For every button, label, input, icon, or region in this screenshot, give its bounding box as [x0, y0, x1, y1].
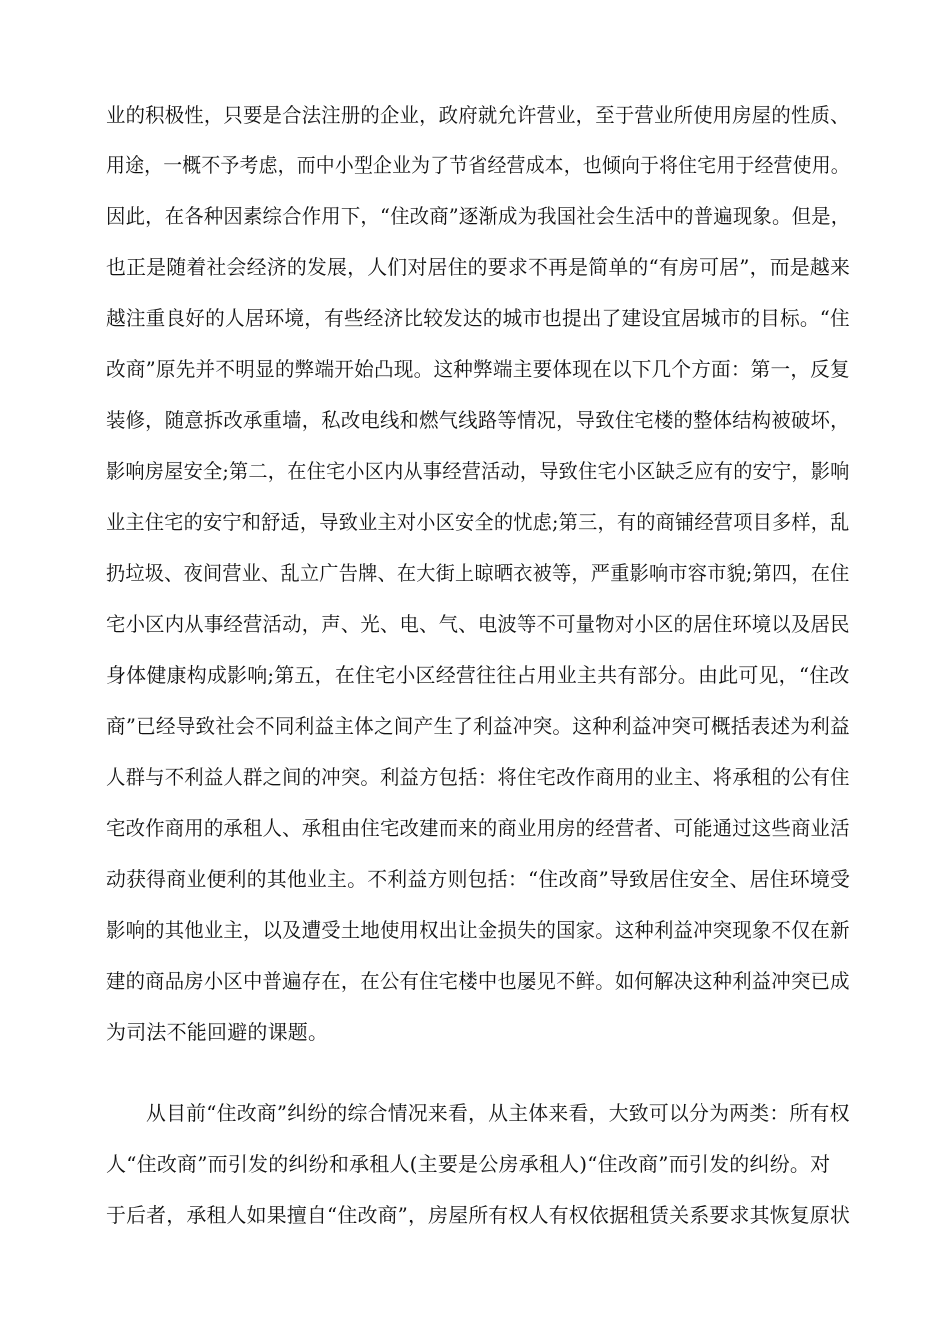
text-line: 影响的其他业主，以及遭受土地使用权出让金损失的国家。这种利益冲突现象不仅在新 — [106, 918, 850, 942]
text-line: 身体健康构成影响;第五，在住宅小区经营往往占用业主共有部分。由此可见，“住改 — [106, 663, 850, 687]
text-line: 宅小区内从事经营活动，声、光、电、气、电波等不可量物对小区的居住环境以及居民 — [106, 612, 850, 636]
text-line: 商”已经导致社会不同利益主体之间产生了利益冲突。这种利益冲突可概括表述为利益 — [106, 714, 850, 738]
text-line: 动获得商业便利的其他业主。不利益方则包括：“住改商”导致居住安全、居住环境受 — [106, 867, 851, 891]
text-line: 也正是随着社会经济的发展，人们对居住的要求不再是简单的“有房可居”，而是越来 — [106, 255, 851, 279]
text-line: 从目前“住改商”纠纷的综合情况来看，从主体来看，大致可以分为两类：所有权 — [146, 1101, 850, 1125]
text-line: 业的积极性，只要是合法注册的企业，政府就允许营业，至于营业所使用房屋的性质、 — [106, 103, 850, 127]
text-line: 装修，随意拆改承重墙，私改电线和燃气线路等情况，导致住宅楼的整体结构被破坏， — [106, 408, 850, 432]
text-line: 因此，在各种因素综合作用下，“住改商”逐渐成为我国社会生活中的普遍现象。但是， — [106, 204, 851, 228]
text-line: 业主住宅的安宁和舒适，导致业主对小区安全的忧虑;第三，有的商铺经营项目多样，乱 — [106, 510, 850, 534]
text-line: 越注重良好的人居环境，有些经济比较发达的城市也提出了建设宜居城市的目标。“住 — [106, 306, 850, 330]
text-line: 扔垃圾、夜间营业、乱立广告牌、在大街上晾晒衣被等，严重影响市容市貌;第四，在住 — [106, 561, 850, 585]
text-line: 宅改作商用的承租人、承租由住宅改建而来的商业用房的经营者、可能通过这些商业活 — [106, 816, 850, 840]
text-line: 改商”原先并不明显的弊端开始凸现。这种弊端主要体现在以下几个方面：第一，反复 — [106, 357, 850, 381]
text-line: 人群与不利益人群之间的冲突。利益方包括：将住宅改作商用的业主、将承租的公有住 — [106, 765, 850, 789]
text-line: 用途，一概不予考虑，而中小型企业为了节省经营成本，也倾向于将住宅用于经营使用。 — [106, 153, 850, 177]
text-line: 于后者，承租人如果擅自“住改商”，房屋所有权人有权依据租赁关系要求其恢复原状 — [106, 1203, 851, 1227]
text-line: 建的商品房小区中普遍存在，在公有住宅楼中也屡见不鲜。如何解决这种利益冲突已成 — [106, 969, 850, 993]
text-line: 为司法不能回避的课题。 — [106, 1020, 329, 1044]
text-line: 人“住改商”而引发的纠纷和承租人(主要是公房承租人)“住改商”而引发的纠纷。对 — [106, 1152, 831, 1176]
text-line: 影响房屋安全;第二，在住宅小区内从事经营活动，导致住宅小区缺乏应有的安宁，影响 — [106, 459, 850, 483]
